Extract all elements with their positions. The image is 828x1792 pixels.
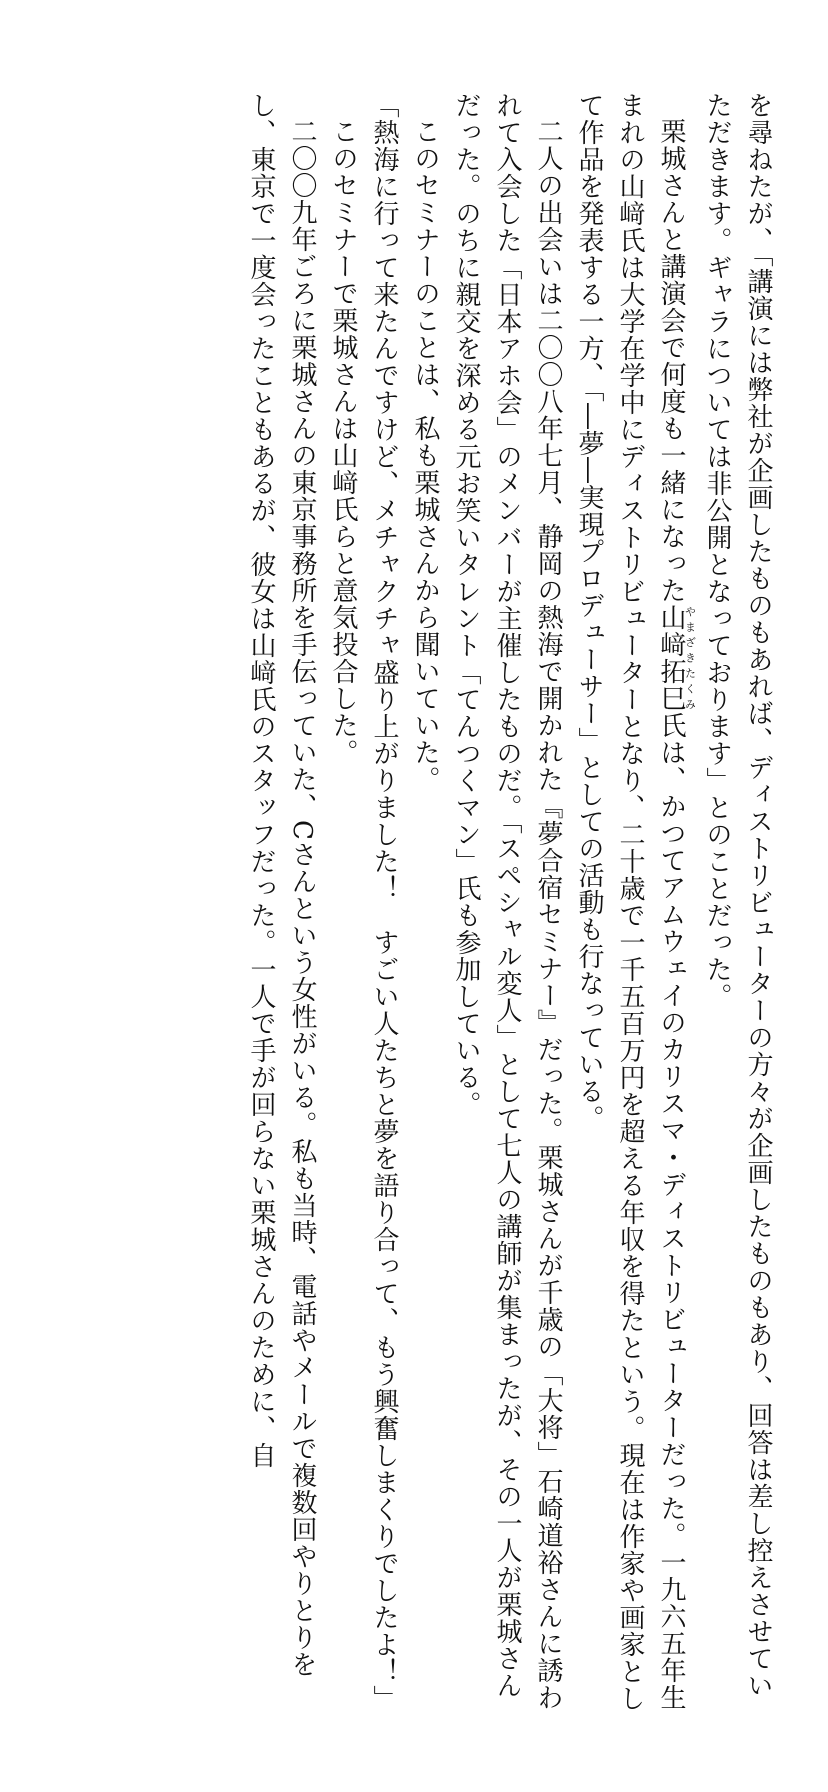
ruby-base-text: 山﨑拓巳 bbox=[656, 604, 686, 712]
paragraph-2 bbox=[568, 92, 696, 1712]
paragraph-2-before-ruby: 栗城さんと講演会で何度も一緒になった bbox=[656, 118, 686, 604]
paragraph-3: 二人の出会いは二〇〇八年七月、静岡の熱海で開かれた『夢合宿セミナー』だった。栗城さんが千歳の「大将」石崎道裕さんに誘われて入会した「日本アホ会」のメンバーが主催したものだ。「スペシャル変人」として七人の講師が集まったが、その一人が栗城さんだった。のちに親交を深める元お笑いタレント「てんつくマン」氏も参加している。 bbox=[451, 92, 563, 1711]
paragraph-5-quote: 「熱海に行って来たんですけど、メチャクチャ盛り上がりました！ すごい人たちと夢を語り合って、もう興奮しまくりでしたよ！」 bbox=[369, 92, 399, 1712]
name-ruby bbox=[656, 604, 697, 712]
paragraph-4: このセミナーのことは、私も栗城さんから聞いていた。 bbox=[410, 118, 440, 793]
paragraph-1: を尋ねたが、「講演には弊社が企画したものもあれば、ディストリビューターの方々が企画したものもあり、回答は差し控えさせていただきます。ギャラについては非公開となっております」とのことだった。 bbox=[702, 92, 773, 1699]
paragraph-6: このセミナーで栗城さんは山﨑氏らと意気投合した。 bbox=[328, 118, 358, 766]
vertical-body-text bbox=[58, 92, 778, 1712]
ruby-reading: やまざきたくみ bbox=[683, 604, 697, 712]
paragraph-7: 二〇〇九年ごろに栗城さんの東京事務所を手伝っていた、Cさんという女性がいる。私も当時、電話やメールで複数回やりとりをし、東京で一度会ったこともあるが、彼女は山﨑氏のスタッフだった。一人で手が回らない栗城さんのために、自 bbox=[246, 92, 317, 1678]
paragraph-2-after-ruby: 氏は、かつてアムウェイのカリスマ・ディストリビューターだった。一九六五年生まれの山﨑氏は大学在学中にディストリビューターとなり、二十歳で一千五百万円を超える年収を得たという。現在は作家や画家として作品を発表する一方、「―夢―実現プロデューサー」としての活動も行なっている。 bbox=[574, 92, 686, 1712]
